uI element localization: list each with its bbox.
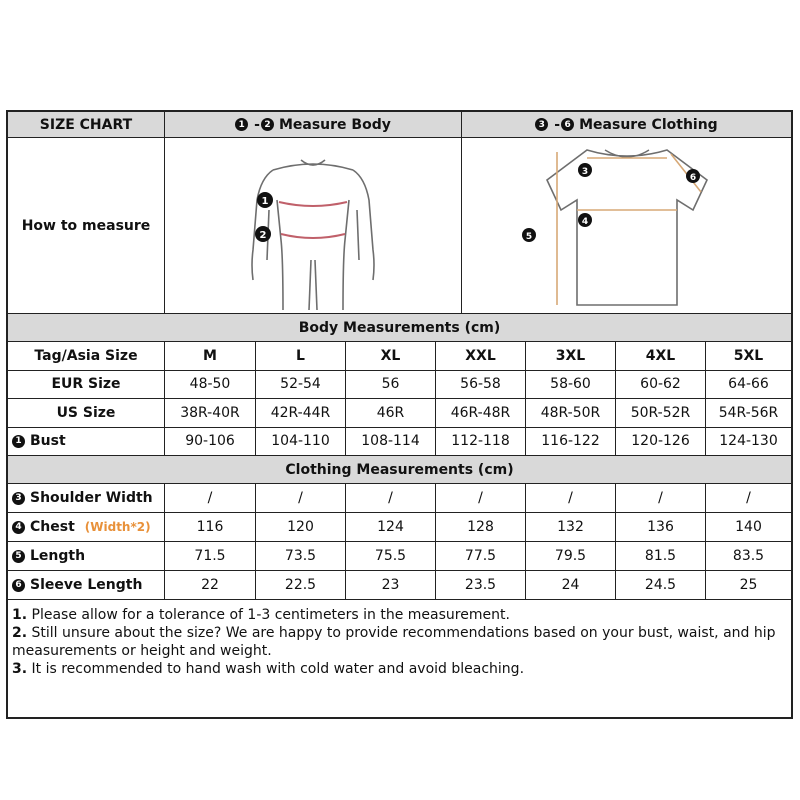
size-cell: 56-58 xyxy=(436,371,526,399)
row-label: Tag/Asia Size xyxy=(8,342,165,370)
size-cell: 46R-48R xyxy=(436,399,526,427)
body-marker-1-label: 1 xyxy=(261,195,269,207)
marker-1: 1 xyxy=(12,435,25,448)
size-cell: 22.5 xyxy=(256,571,346,599)
how-to-measure-label: How to measure xyxy=(8,138,165,313)
clothing-measurements-section xyxy=(8,456,791,484)
row-label: 5 Length xyxy=(8,542,165,570)
row-label: US Size xyxy=(8,399,165,427)
marker-5: 5 xyxy=(12,550,25,563)
size-cell: / xyxy=(165,484,256,512)
size-cell: 120 xyxy=(256,513,346,541)
size-cell: 24 xyxy=(526,571,616,599)
clothing-measure-row xyxy=(8,513,791,542)
size-cell: 5XL xyxy=(733,347,764,364)
size-cell: 116 xyxy=(165,513,256,541)
size-cell: / xyxy=(256,484,346,512)
body-figure-illustration xyxy=(213,140,413,312)
how-to-measure-row xyxy=(8,138,791,314)
size-cell: 24.5 xyxy=(616,571,706,599)
body-measurements-section xyxy=(8,314,791,342)
size-cell: 42R-44R xyxy=(256,399,346,427)
size-cell: 52-54 xyxy=(256,371,346,399)
clothing-measure-row xyxy=(8,542,791,571)
size-cell: XL xyxy=(346,342,436,370)
size-cell: 73.5 xyxy=(256,542,346,570)
body-measure-row xyxy=(8,428,791,457)
body-measure-row xyxy=(8,399,791,428)
svg-text:3: 3 xyxy=(581,166,588,177)
size-cell: 4XL xyxy=(616,342,706,370)
row-label: 6 Sleeve Length xyxy=(8,571,165,599)
marker-2: 2 xyxy=(261,118,274,131)
size-cell: 124-130 xyxy=(719,433,778,450)
clothing-measure-row xyxy=(8,484,791,513)
size-cell: M xyxy=(165,342,256,370)
note-1: 1. Please allow for a tolerance of 1-3 centimeters in the measurement. xyxy=(12,607,510,623)
size-chart xyxy=(6,110,793,719)
size-cell: / xyxy=(746,490,751,506)
size-cell: 75.5 xyxy=(346,542,436,570)
size-cell: 22 xyxy=(165,571,256,599)
body-measurements-title: Body Measurements (cm) xyxy=(298,319,501,336)
size-cell: / xyxy=(436,484,526,512)
marker-6: 6 xyxy=(561,118,574,131)
body-marker-2-label: 2 xyxy=(259,229,267,241)
size-cell: 50R-52R xyxy=(616,399,706,427)
chart-header-row xyxy=(8,112,791,138)
note-3: 3. It is recommended to hand wash with cold water and avoid bleaching. xyxy=(12,661,525,677)
size-cell: / xyxy=(616,484,706,512)
size-cell: / xyxy=(526,484,616,512)
marker-1: 1 xyxy=(235,118,248,131)
size-cell: 48R-50R xyxy=(526,399,616,427)
size-cell: 46R xyxy=(346,399,436,427)
row-label: 4 Chest (Width*2) xyxy=(8,513,165,541)
size-cell: 124 xyxy=(346,513,436,541)
size-cell: 136 xyxy=(616,513,706,541)
note-2: 2. Still unsure about the size? We are happy to provide recommendations based on your bust, waist, and hip measurements or height and weight. xyxy=(12,625,776,659)
chest-width-note: (Width*2) xyxy=(84,520,151,534)
size-cell: 64-66 xyxy=(728,376,769,393)
size-cell: 77.5 xyxy=(436,542,526,570)
size-cell: 25 xyxy=(739,577,758,593)
body-diagram xyxy=(165,138,462,313)
marker-4: 4 xyxy=(12,521,25,534)
marker-3: 3 xyxy=(535,118,548,131)
svg-text:4: 4 xyxy=(581,216,588,227)
measure-clothing-header: 3 - 6 Measure Clothing xyxy=(462,112,791,137)
size-cell: 90-106 xyxy=(165,428,256,456)
measure-body-header: 1 - 2 Measure Body xyxy=(165,112,462,137)
body-measure-row xyxy=(8,342,791,371)
size-cell: 38R-40R xyxy=(165,399,256,427)
tshirt-illustration xyxy=(517,140,737,312)
size-cell: 120-126 xyxy=(616,428,706,456)
svg-text:5: 5 xyxy=(525,231,532,242)
size-cell: 81.5 xyxy=(616,542,706,570)
size-cell: 132 xyxy=(526,513,616,541)
size-cell: 71.5 xyxy=(165,542,256,570)
size-chart-title: SIZE CHART xyxy=(8,112,165,137)
size-cell: 79.5 xyxy=(526,542,616,570)
clothing-measure-row xyxy=(8,571,791,600)
size-cell: 104-110 xyxy=(256,428,346,456)
row-label: 3 Shoulder Width xyxy=(8,484,165,512)
size-cell: 54R-56R xyxy=(718,404,779,421)
size-cell: 58-60 xyxy=(526,371,616,399)
size-cell: 23 xyxy=(346,571,436,599)
size-cell: 56 xyxy=(346,371,436,399)
size-cell: 112-118 xyxy=(436,428,526,456)
body-measure-row xyxy=(8,371,791,400)
size-cell: XXL xyxy=(436,342,526,370)
shirt-diagram xyxy=(462,138,791,313)
notes xyxy=(8,602,791,682)
marker-3: 3 xyxy=(12,492,25,505)
size-cell: 48-50 xyxy=(165,371,256,399)
row-label: EUR Size xyxy=(8,371,165,399)
size-cell: / xyxy=(346,484,436,512)
size-cell: 60-62 xyxy=(616,371,706,399)
size-cell: 83.5 xyxy=(732,548,765,564)
size-cell: L xyxy=(256,342,346,370)
size-cell: 3XL xyxy=(526,342,616,370)
svg-text:6: 6 xyxy=(689,172,696,183)
size-cell: 108-114 xyxy=(346,428,436,456)
row-label: 1 Bust xyxy=(8,428,165,456)
size-cell: 23.5 xyxy=(436,571,526,599)
size-cell: 140 xyxy=(735,519,762,535)
size-cell: 116-122 xyxy=(526,428,616,456)
size-cell: 128 xyxy=(436,513,526,541)
clothing-measurements-title: Clothing Measurements (cm) xyxy=(285,461,514,478)
marker-6: 6 xyxy=(12,579,25,592)
